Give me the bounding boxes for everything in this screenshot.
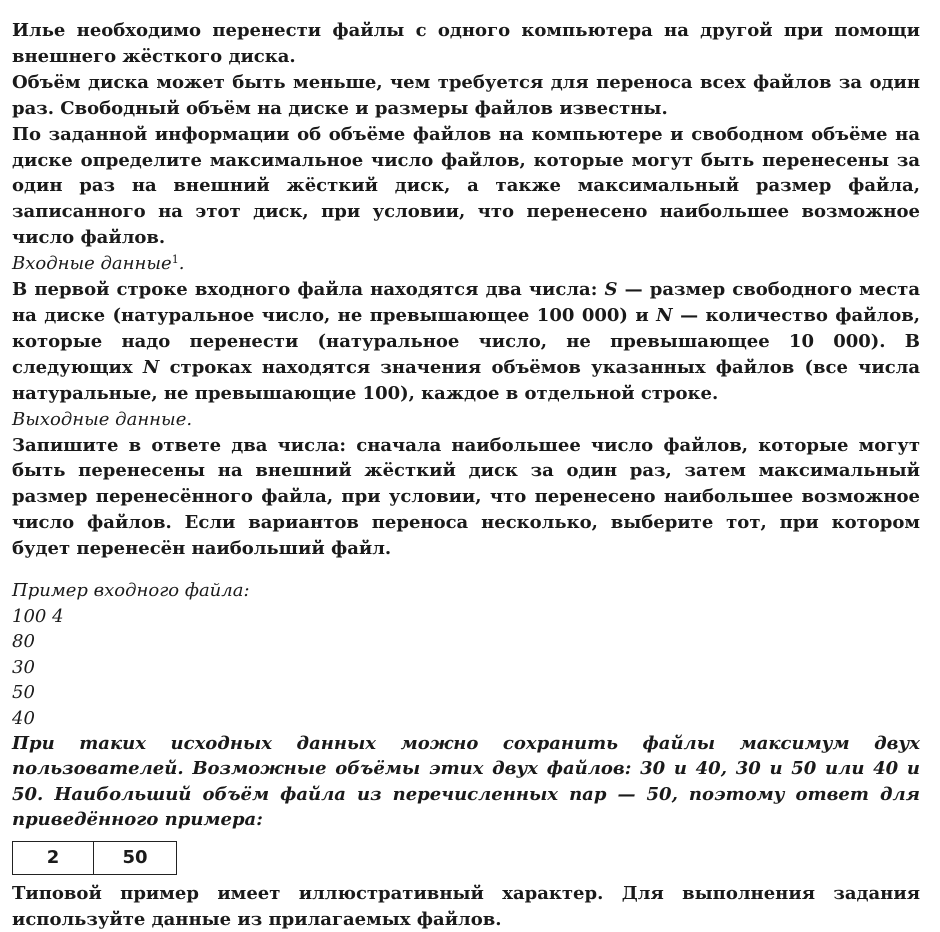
variable-n: N [656, 304, 673, 326]
example-explanation: При таких исходных данных можно сохранить файлы максимум двух пользователей. Возможные объёмы этих двух файлов: 30 и 40, 30 и 50 или 40 и 50. Наибольший объём файла из перечисленных пар — 50, поэтому ответ для приведённого примера: [12, 732, 920, 831]
output-section-text: Запишите в ответе два числа: сначала наибольшее число файлов, которые могут быть перенесены на внешний жёсткий диск за один раз, затем максимальный размер перенесённого файла, при условии, что перенесено наибольшее возможное число файлов. Если вариантов переноса несколько, выберите тот, при котором будет перенесён наибольший файл. [12, 434, 920, 560]
variable-s: S [604, 279, 618, 301]
input-text-a: В первой строке входного файла находятся два числа: [12, 279, 605, 301]
task-paragraph-1: Илье необходимо перенести файлы с одного компьютера на другой при помощи внешнего жёсткого диска. [12, 20, 920, 67]
footnote-mark: 1 [171, 253, 179, 267]
answer-cell-max-size: 50 [94, 841, 177, 874]
example-line: 80 [12, 631, 35, 653]
input-text-c: — количество файлов, которые надо перенести (натуральное число, не превышающее 10 000). В следующих [12, 304, 920, 378]
example-title: Пример входного файла: [12, 580, 250, 602]
task-paragraph-2: Объём диска может быть меньше, чем требуется для переноса всех файлов за один раз. Свободный объём на диске и размеры файлов известны. [12, 71, 920, 119]
input-section-title [12, 251, 920, 277]
input-text-d: строках находятся значения объёмов указанных файлов (все числа натуральные, не превышающие 100), каждое в отдельной строке. [12, 356, 921, 404]
task-paragraph-3: По заданной информации об объёме файлов на компьютере и свободном объёме на диске определите максимальное число файлов, которые могут быть перенесены за один раз на внешний жёсткий диск, а также максимальный размер файла, записанного на этот диск, при условии, что перенесено наибольшее возможное число файлов. [12, 123, 920, 249]
input-section-text [12, 277, 920, 407]
example-line: 100 4 [12, 605, 64, 627]
task-document [12, 18, 920, 932]
answer-cell-count: 2 [13, 841, 94, 874]
input-text-b: — размер свободного места на диске (натуральное число, не превышающее 100 000) и [12, 279, 920, 326]
output-section-title: Выходные данные. [12, 408, 193, 430]
input-title-end: . [178, 253, 185, 275]
variable-n-second: N [142, 356, 160, 378]
input-title-text: Входные данные [12, 253, 172, 275]
example-line: 40 [12, 707, 35, 729]
note-paragraph: Типовой пример имеет иллюстративный характер. Для выполнения задания используйте данные из прилагаемых файлов. [12, 882, 920, 930]
example-line: 50 [12, 682, 35, 704]
example-line: 30 [12, 656, 35, 678]
answer-row [13, 841, 177, 874]
answer-table [12, 841, 177, 875]
